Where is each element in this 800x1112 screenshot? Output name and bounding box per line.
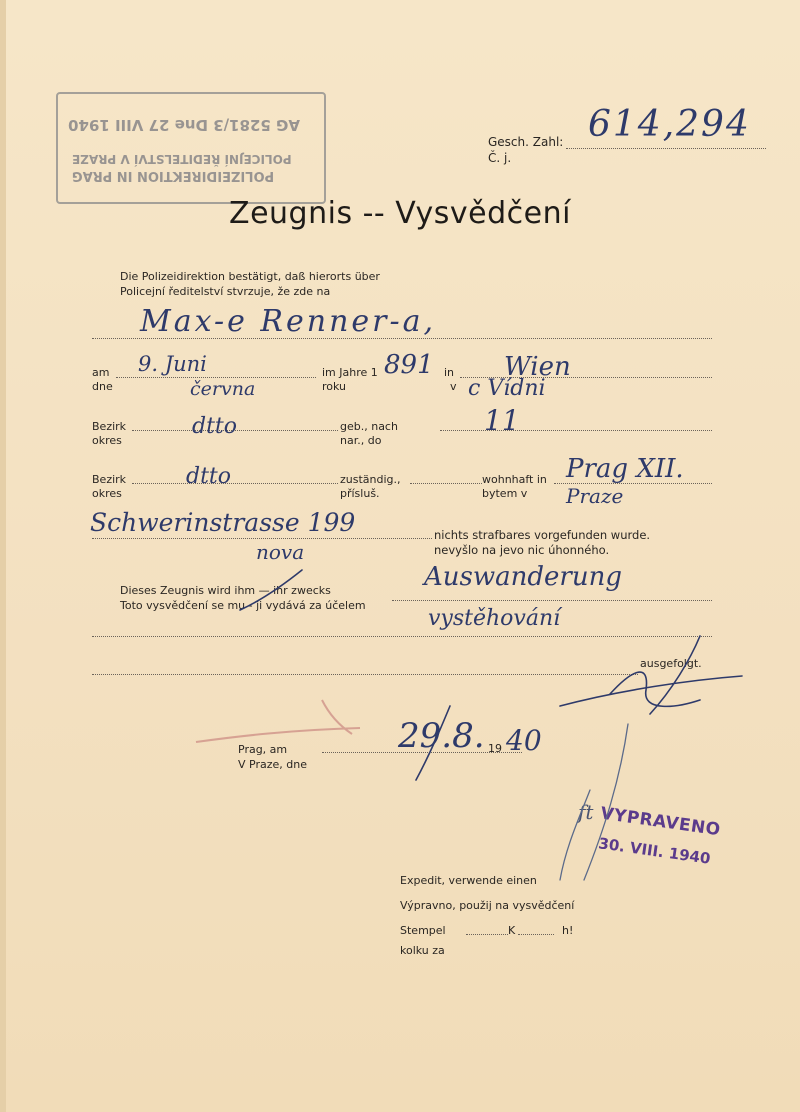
label-wohnhaft: wohnhaft in: [482, 473, 547, 486]
sent-stamp-date: 30. VIII. 1940: [597, 834, 712, 868]
birth-year: 891: [384, 350, 434, 380]
intro-line2: Policejní ředitelství stvrzuje, že zde na: [120, 285, 331, 298]
label-okres-1: okres: [92, 434, 122, 447]
intro-line1: Die Polizeidirektion bestätigt, daß hierorts über: [120, 270, 380, 283]
birth-place-cz: c Vídni: [468, 376, 546, 401]
person-name: Max-e Renner-a,: [140, 304, 437, 339]
purpose-line-cz: Toto vysvědčení se mu - ji vydává za účelem: [120, 599, 366, 612]
reference-number: 614,294: [588, 104, 751, 145]
stamp-line1: POLIZEIDIREKTION IN PRAG: [72, 168, 275, 183]
purpose-line-de: Dieses Zeugnis wird ihm — ihr zwecks: [120, 584, 331, 597]
place-date-cz: V Praze, dne: [238, 758, 307, 771]
purpose-value-cz: vystěhování: [428, 606, 561, 631]
stamp-line3: AG 5281/3 Dne 27 VIII 1940: [68, 116, 300, 134]
birth-place: Wien: [504, 352, 571, 382]
birth-day: 9. Juni: [138, 352, 207, 376]
k-label: K: [508, 924, 516, 937]
nothing-found-de: nichts strafbares vorgefunden wurde.: [434, 528, 651, 542]
sent-stamp-label: VYPRAVENO: [599, 803, 722, 841]
street-suffix: nova: [256, 540, 305, 564]
bezirk1-value: dtto: [192, 414, 238, 439]
cj-label: Č. j.: [488, 151, 512, 165]
ausgefolgt: ausgefolgt.: [640, 657, 702, 670]
label-bytem: bytem v: [482, 487, 528, 500]
signature-mark: [560, 636, 742, 714]
gesch-label: Gesch. Zahl:: [488, 135, 564, 149]
label-nar: nar., do: [340, 434, 382, 447]
issue-date: 29.8.: [398, 716, 485, 756]
expedit-de: Expedit, verwende einen: [400, 874, 537, 887]
residence-value-cz: Praze: [566, 484, 624, 508]
label-roku: roku: [322, 380, 347, 393]
nothing-found-cz: nevyšlo na jevo nic úhonného.: [434, 543, 610, 557]
label-dne: dne: [92, 380, 113, 393]
issue-year-prefix: 19: [488, 742, 502, 755]
birth-day-cz: června: [190, 378, 256, 400]
label-bezirk-1: Bezirk: [92, 420, 127, 433]
stempel-label: Stempel: [400, 924, 446, 937]
bezirk2-value: dtto: [186, 464, 232, 489]
label-in: in: [444, 366, 455, 379]
street-value: Schwerinstrasse 199: [90, 508, 356, 537]
long-pen-line: [560, 724, 628, 880]
strike-mark: [240, 570, 450, 780]
purpose-value: Auswanderung: [424, 562, 622, 592]
faint-red-mark: [196, 700, 360, 742]
expedit-cz: Výpravno, použij na vysvědčení: [400, 899, 575, 912]
label-bezirk-2: Bezirk: [92, 473, 127, 486]
stamp-line2: POLICEJNÍ ŘEDITELSTVÍ V PRAZE: [72, 152, 292, 166]
residence-value: Prag XII.: [566, 454, 684, 484]
place-date-de: Prag, am: [238, 743, 288, 756]
label-am: am: [92, 366, 110, 379]
label-prislus: přísluš.: [340, 487, 380, 500]
geb-value: 11: [484, 404, 520, 437]
label-okres-2: okres: [92, 487, 122, 500]
label-geb: geb., nach: [340, 420, 398, 433]
page-title: Zeugnis -- Vysvědčení: [229, 196, 571, 231]
issue-year: 40: [506, 724, 542, 757]
kolku-label: kolku za: [400, 944, 445, 957]
label-v: v: [450, 380, 457, 393]
h-label: h!: [562, 924, 574, 937]
label-jahre: im Jahre 1: [322, 366, 378, 379]
label-zust: zuständig.,: [340, 473, 401, 486]
initial-mark: ft: [578, 800, 594, 824]
